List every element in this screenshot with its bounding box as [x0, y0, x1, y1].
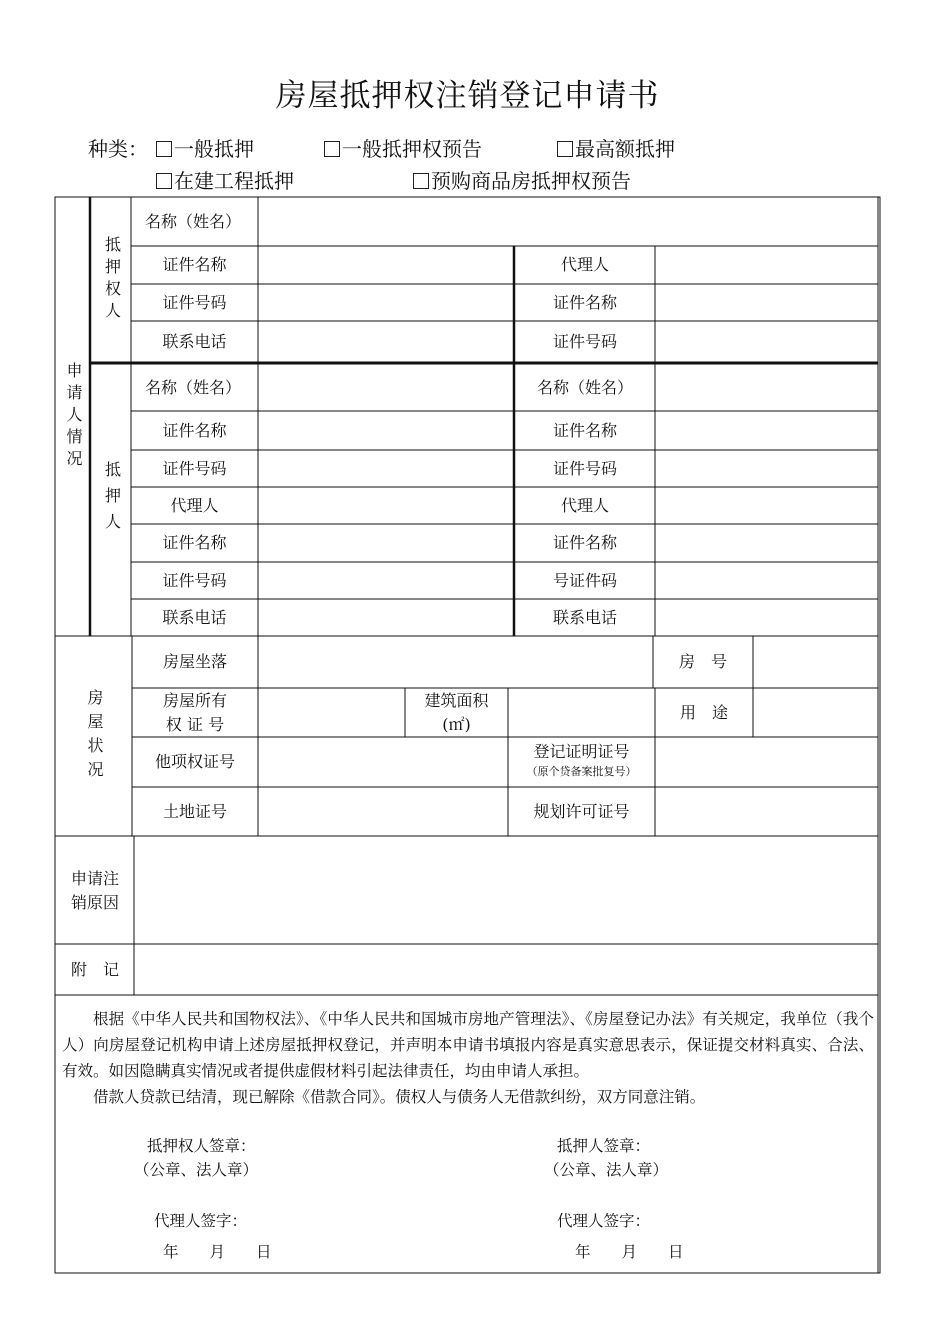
declaration-statement — [62, 1006, 874, 1110]
type-label: 种类： — [88, 137, 148, 161]
building-area-label: 建筑面积 (㎡) — [424, 690, 489, 734]
page-title: 房屋抵押权注销登记申请书 — [275, 78, 660, 114]
planning-permit-no-label: 规划许可证号 — [533, 801, 630, 821]
mortgagor-phone-label: 联系电话 — [162, 607, 227, 627]
mortgagor-id-number-field[interactable] — [259, 451, 513, 486]
mortgagee-agent-id-number-label: 证件号码 — [552, 332, 617, 351]
declaration-paragraph-1: 根据《中华人民共和国物权法》、《中华人民共和国城市房地产管理法》、《房屋登记办法》有关规定，我单位（我个人）向房屋登记机构申请上述房屋抵押权登记，并声明本申请书填报内容是真实意思表示，保证提交材料真实、合法、有效。如因隐瞒真实情况或者提供虚假材料引起法律责任，均由申请人承担。 — [62, 1010, 874, 1080]
mortgagor-agent-id-number-label: 证件号码 — [162, 570, 227, 590]
agent-signature-right-label: 代理人签字： — [557, 1212, 651, 1230]
mortgagee-name-label: 名称（姓名） — [145, 212, 242, 231]
date-right: 年 月 日 — [575, 1243, 684, 1261]
mortgagee-phone-field[interactable] — [259, 322, 513, 362]
mortgagor2-agent-id-name-label: 证件名称 — [552, 533, 617, 552]
mortgagee-id-name-label: 证件名称 — [162, 255, 227, 274]
mortgagor-name-label: 名称（姓名） — [145, 378, 242, 397]
room-no-field[interactable] — [754, 637, 877, 687]
mortgagor-id-number-label: 证件号码 — [162, 458, 227, 478]
type-option-general-notice[interactable]: 一般抵押权预告 — [324, 133, 482, 165]
mortgagor2-agent-id-name-field[interactable] — [656, 525, 877, 561]
mortgagee-id-number-field[interactable] — [259, 285, 513, 320]
mortgagee-agent-id-name-field[interactable] — [656, 285, 877, 320]
mortgagor-seal-label: （公章、法人章） — [544, 1161, 669, 1179]
mortgagor-agent-id-name-field[interactable] — [259, 525, 513, 561]
agent-signature-left-label: 代理人签字： — [154, 1212, 248, 1230]
mortgagee-agent-label: 代理人 — [560, 255, 609, 274]
mortgagor2-agent-label: 代理人 — [560, 495, 609, 515]
type-option-max-amount[interactable]: 最高额抵押 — [557, 133, 675, 165]
reg-cert-no-label: 登记证明证号 （原个贷备案批复号） — [526, 742, 637, 778]
building-area-field[interactable] — [509, 689, 654, 736]
ownership-cert-label: 房屋所有 权 证 号 — [162, 690, 227, 734]
mortgagee-agent-id-number-field[interactable] — [656, 322, 877, 362]
mortgagee-phone-label: 联系电话 — [162, 332, 227, 351]
mortgagor-name-field[interactable] — [259, 365, 513, 410]
type-option-construction[interactable]: 在建工程抵押 — [156, 165, 294, 197]
land-cert-no-label: 土地证号 — [162, 801, 227, 821]
mortgagor2-agent-id-number-label: 号证件码 — [552, 570, 617, 590]
room-no-label: 房 号 — [678, 652, 727, 671]
mortgagor-signature-label: 抵押人签章： — [557, 1137, 651, 1155]
house-location-label: 房屋坐落 — [162, 652, 227, 671]
mortgagor-agent-label: 代理人 — [170, 495, 219, 515]
type-option-general[interactable]: 一般抵押 — [156, 133, 254, 165]
type-option-presale-notice[interactable]: 预购商品房抵押权预告 — [413, 165, 631, 197]
house-location-field[interactable] — [259, 637, 652, 687]
note-label: 附 记 — [70, 959, 119, 979]
mortgagor-agent-id-name-label: 证件名称 — [162, 533, 227, 552]
mortgagee-agent-field[interactable] — [656, 247, 877, 283]
ownership-cert-field[interactable] — [259, 689, 404, 736]
mortgagor-agent-field[interactable] — [259, 488, 513, 523]
mortgagor2-phone-label: 联系电话 — [552, 607, 617, 627]
mortgagee-id-number-label: 证件号码 — [162, 292, 227, 312]
mortgagor2-agent-id-number-field[interactable] — [656, 563, 877, 598]
cancel-reason-label: 申请注 销原因 — [70, 868, 119, 912]
mortgagee-signature-label: 抵押权人签章： — [147, 1137, 256, 1155]
mortgagor-phone-field[interactable] — [259, 600, 513, 635]
mortgagor2-phone-field[interactable] — [656, 600, 877, 635]
mortgagor-agent-id-number-field[interactable] — [259, 563, 513, 598]
mortgagee-id-name-field[interactable] — [259, 247, 513, 283]
house-section-label: 房屋状况 — [85, 688, 104, 785]
note-field[interactable] — [135, 945, 877, 994]
mortgagor2-id-number-label: 证件号码 — [552, 458, 617, 478]
other-right-no-field[interactable] — [259, 738, 507, 786]
mortgagor-id-name-label: 证件名称 — [162, 420, 227, 440]
mortgagee-seal-label: （公章、法人章） — [134, 1161, 259, 1179]
mortgagor2-name-field[interactable] — [656, 365, 877, 410]
declaration-paragraph-2: 借款人贷款已结清，现已解除《借款合同》。债权人与债务人无借款纠纷，双方同意注销。 — [93, 1088, 706, 1106]
mortgagor2-id-name-label: 证件名称 — [552, 420, 617, 440]
usage-label: 用 途 — [679, 702, 728, 722]
date-left: 年 月 日 — [163, 1243, 272, 1261]
land-cert-no-field[interactable] — [259, 788, 507, 835]
mortgagee-agent-id-name-label: 证件名称 — [552, 292, 617, 312]
planning-permit-no-field[interactable] — [656, 788, 877, 835]
other-right-no-label: 他项权证号 — [154, 752, 235, 771]
mortgagor2-name-label: 名称（姓名） — [536, 378, 633, 397]
mortgagee-name-field[interactable] — [259, 198, 877, 245]
applicant-section-label: 申请人情况 — [64, 361, 83, 472]
mortgagee-label: 抵押权人 — [102, 236, 122, 324]
mortgagor-id-name-field[interactable] — [259, 412, 513, 449]
usage-field[interactable] — [754, 689, 877, 736]
mortgagor-label: 抵押人 — [102, 461, 122, 539]
mortgagor2-id-name-field[interactable] — [656, 412, 877, 449]
reg-cert-no-field[interactable] — [656, 738, 877, 786]
mortgagor2-id-number-field[interactable] — [656, 451, 877, 486]
mortgagor2-agent-field[interactable] — [656, 488, 877, 523]
cancel-reason-field[interactable] — [135, 837, 877, 943]
